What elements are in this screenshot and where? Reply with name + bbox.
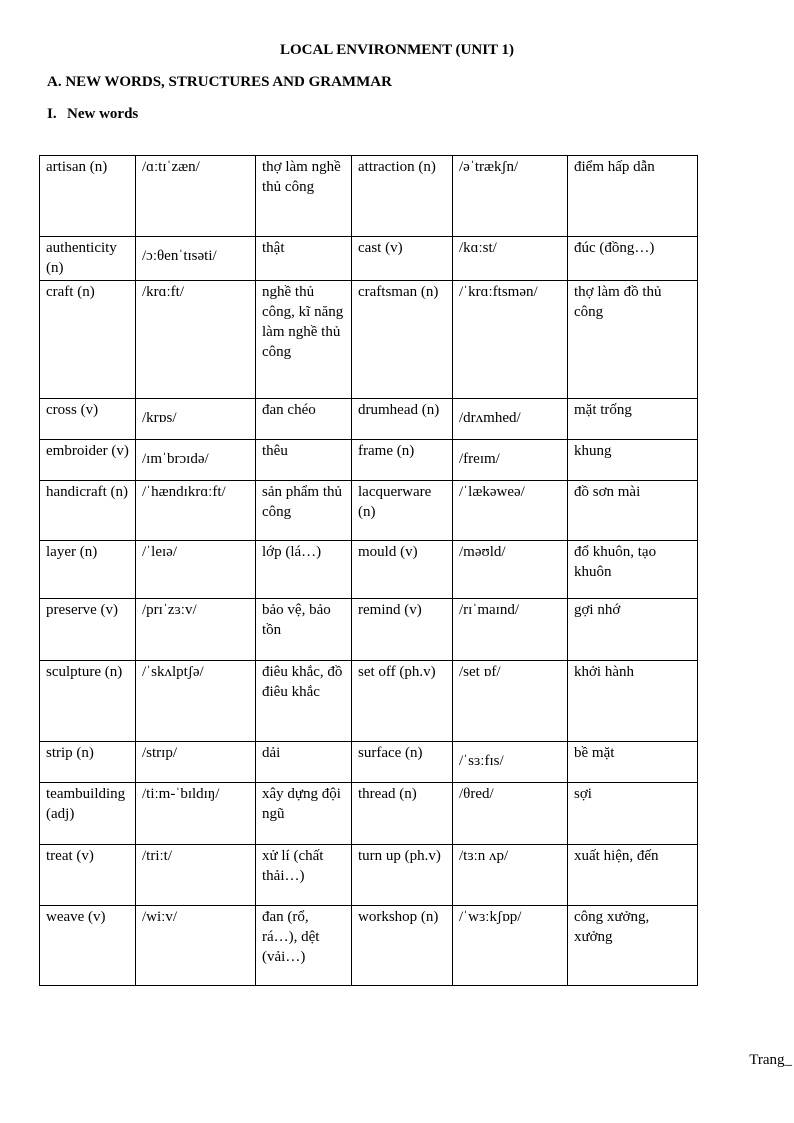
meaning-cell: đan chéo [256,399,352,440]
meaning-cell: đồ sơn mài [568,481,698,541]
meaning-cell: sợi [568,783,698,845]
subsection-label: New words [67,106,139,122]
word-cell: artisan (n) [40,156,136,237]
word-cell: handicraft (n) [40,481,136,541]
word-cell: cross (v) [40,399,136,440]
meaning-cell: nghề thủ công, kĩ năng làm nghề thủ công [256,281,352,399]
meaning-cell: bảo vệ, bảo tồn [256,599,352,661]
word-cell: authenticity (n) [40,237,136,281]
word-cell: workshop (n) [352,906,453,986]
table-row [40,440,698,481]
pronunciation-cell: /əˈtrækʃn/ [453,156,568,237]
meaning-cell: đúc (đồng…) [568,237,698,281]
meaning-cell: điêu khắc, đồ điêu khắc [256,661,352,742]
pronunciation-cell: /rɪˈmaɪnd/ [453,599,568,661]
word-cell: sculpture (n) [40,661,136,742]
pronunciation-cell: /strɪp/ [136,742,256,783]
page-title: LOCAL ENVIRONMENT (UNIT 1) [279,42,515,58]
word-cell: frame (n) [352,440,453,481]
table-row [40,661,698,742]
pronunciation-cell: /ˈleɪə/ [136,541,256,599]
pronunciation-cell: /ˈlækəweə/ [453,481,568,541]
word-cell: treat (v) [40,845,136,906]
word-cell: embroider (v) [40,440,136,481]
meaning-cell: khởi hành [568,661,698,742]
word-cell: lacquerware (n) [352,481,453,541]
section-heading: A. NEW WORDS, STRUCTURES AND GRAMMAR [47,74,392,90]
pronunciation-cell: /krɒs/ [136,399,256,440]
meaning-cell: gợi nhớ [568,599,698,661]
meaning-cell: lớp (lá…) [256,541,352,599]
table-row [40,783,698,845]
table-row [40,742,698,783]
meaning-cell: khung [568,440,698,481]
pronunciation-cell: /drʌmhed/ [453,399,568,440]
pronunciation-cell: /tiːm-ˈbɪldɪŋ/ [136,783,256,845]
page-footer: Trang_ [749,1052,792,1068]
table-row [40,281,698,399]
word-cell: layer (n) [40,541,136,599]
pronunciation-cell: /ɪmˈbrɔɪdə/ [136,440,256,481]
meaning-cell: đan (rổ, rá…), dệt (vải…) [256,906,352,986]
meaning-cell: điểm hấp dẫn [568,156,698,237]
word-cell: mould (v) [352,541,453,599]
pronunciation-cell: /ˈskʌlptʃə/ [136,661,256,742]
meaning-cell: công xưởng, xưởng [568,906,698,986]
meaning-cell: xuất hiện, đến [568,845,698,906]
word-cell: strip (n) [40,742,136,783]
word-cell: turn up (ph.v) [352,845,453,906]
meaning-cell: mặt trống [568,399,698,440]
table-row [40,845,698,906]
word-cell: cast (v) [352,237,453,281]
meaning-cell: xây dựng đội ngũ [256,783,352,845]
meaning-cell: xử lí (chất thải…) [256,845,352,906]
pronunciation-cell: /ˈsɜːfɪs/ [453,742,568,783]
word-cell: surface (n) [352,742,453,783]
pronunciation-cell: /θred/ [453,783,568,845]
pronunciation-cell: /kɑːst/ [453,237,568,281]
table-row [40,237,698,281]
pronunciation-cell: /ɔːθenˈtɪsəti/ [136,237,256,281]
meaning-cell: bề mặt [568,742,698,783]
pronunciation-cell: /məʊld/ [453,541,568,599]
pronunciation-cell: /triːt/ [136,845,256,906]
table-row [40,156,698,237]
word-cell: weave (v) [40,906,136,986]
subsection-heading [47,106,138,123]
word-cell: thread (n) [352,783,453,845]
pronunciation-cell: /krɑːft/ [136,281,256,399]
meaning-cell: sản phẩm thủ công [256,481,352,541]
pronunciation-cell: /prɪˈzɜːv/ [136,599,256,661]
pronunciation-cell: /ˈkrɑːftsmən/ [453,281,568,399]
word-cell: craft (n) [40,281,136,399]
meaning-cell: thợ làm nghề thủ công [256,156,352,237]
pronunciation-cell: /freɪm/ [453,440,568,481]
pronunciation-cell: /tɜːn ʌp/ [453,845,568,906]
meaning-cell: thợ làm đồ thủ công [568,281,698,399]
word-cell: teambuilding (adj) [40,783,136,845]
pronunciation-cell: /ˈwɜːkʃɒp/ [453,906,568,986]
meaning-cell: thêu [256,440,352,481]
table-row [40,541,698,599]
table-row [40,599,698,661]
meaning-cell: đổ khuôn, tạo khuôn [568,541,698,599]
word-cell: preserve (v) [40,599,136,661]
meaning-cell: thật [256,237,352,281]
word-cell: set off (ph.v) [352,661,453,742]
pronunciation-cell: /ɑːtɪˈzæn/ [136,156,256,237]
word-cell: attraction (n) [352,156,453,237]
table-row [40,906,698,986]
meaning-cell: dải [256,742,352,783]
word-cell: craftsman (n) [352,281,453,399]
vocabulary-table [39,155,698,986]
table-row [40,481,698,541]
pronunciation-cell: /set ɒf/ [453,661,568,742]
subsection-number: I. [47,106,57,122]
table-row [40,399,698,440]
word-cell: remind (v) [352,599,453,661]
pronunciation-cell: /wiːv/ [136,906,256,986]
word-cell: drumhead (n) [352,399,453,440]
pronunciation-cell: /ˈhændɪkrɑːft/ [136,481,256,541]
